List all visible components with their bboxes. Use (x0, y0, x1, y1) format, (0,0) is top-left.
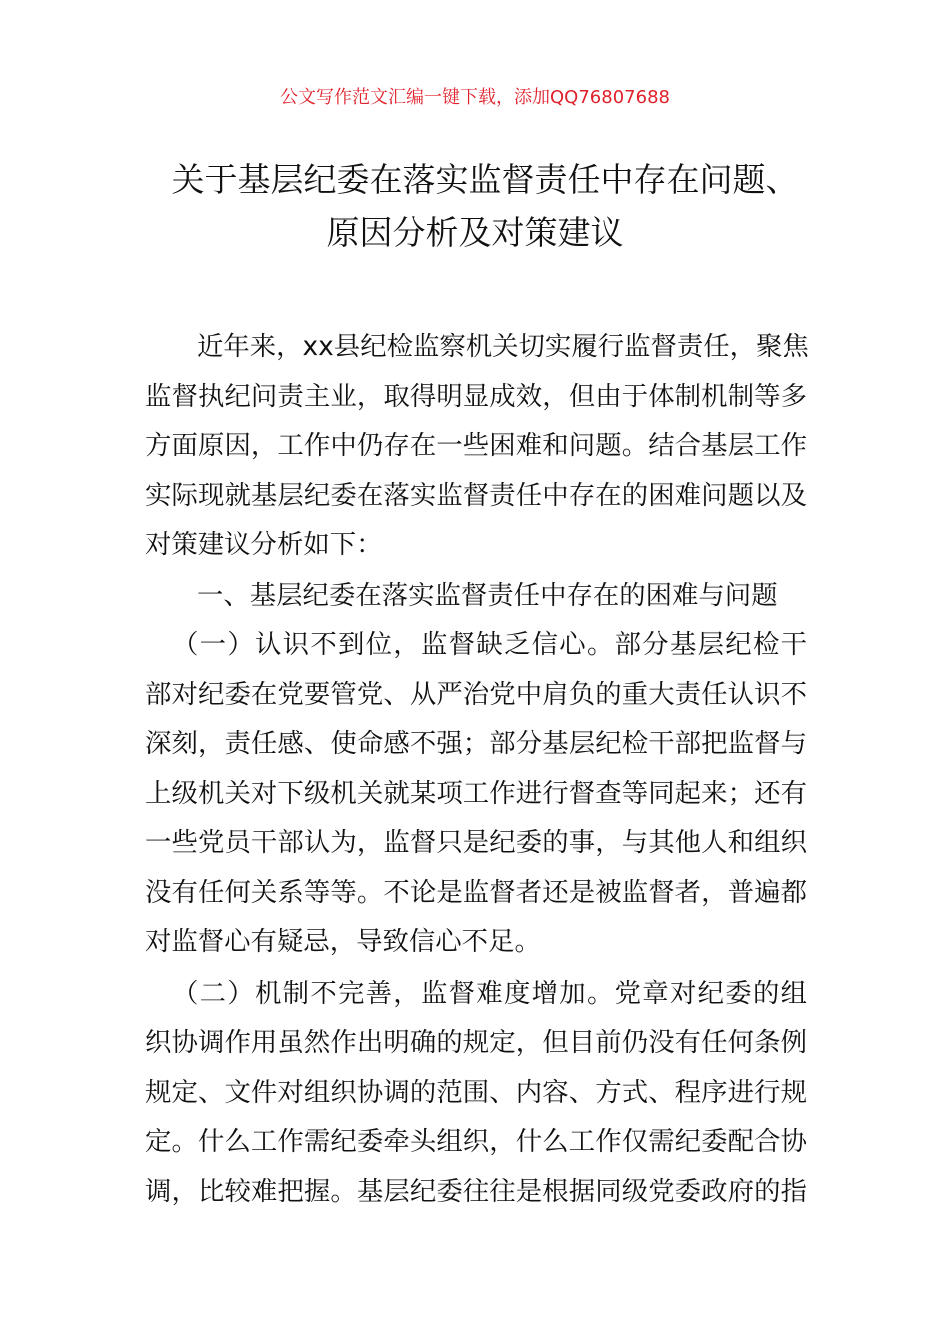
paragraph-line: 定。什么工作需纪委牵头组织，什么工作仅需纪委配合协 (145, 1126, 807, 1157)
paragraph-line: 规定、文件对组织协调的范围、内容、方式、程序进行规 (145, 1077, 807, 1108)
paragraph-line: （二）机制不完善，监督难度增加。党章对纪委的组 (172, 978, 807, 1009)
paragraph-line: 对监督心有疑忌，导致信心不足。 (145, 926, 541, 957)
paragraph-line: 部对纪委在党要管党、从严治党中肩负的重大责任认识不 (145, 679, 807, 710)
section-heading: 一、基层纪委在落实监督责任中存在的困难与问题 (197, 580, 778, 611)
paragraph-line: 对策建议分析如下： (145, 529, 383, 560)
paragraph-line: 深刻，责任感、使命感不强；部分基层纪检干部把监督与 (145, 728, 807, 759)
document-title-line-1: 关于基层纪委在落实监督责任中存在问题、 (171, 160, 799, 199)
document-title-line-2: 原因分析及对策建议 (326, 213, 624, 252)
watermark-banner: 公文写作范文汇编一键下载，添加QQ76807688 (280, 87, 670, 108)
paragraph-line: 织协调作用虽然作出明确的规定，但目前仍没有任何条例 (145, 1027, 807, 1058)
paragraph-line: （一）认识不到位，监督缺乏信心。部分基层纪检干 (172, 629, 807, 660)
paragraph-line: 调，比较难把握。基层纪委往往是根据同级党委政府的指 (145, 1176, 807, 1207)
paragraph-line: 监督执纪问责主业，取得明显成效，但由于体制机制等多 (145, 381, 807, 412)
paragraph-line: 上级机关对下级机关就某项工作进行督查等同起来；还有 (145, 778, 807, 809)
paragraph-line: 实际现就基层纪委在落实监督责任中存在的困难问题以及 (145, 480, 807, 511)
paragraph-line: 一些党员干部认为，监督只是纪委的事，与其他人和组织 (145, 827, 807, 858)
paragraph-line: 方面原因，工作中仍存在一些困难和问题。结合基层工作 (145, 430, 807, 461)
paragraph-line: 近年来，xx县纪检监察机关切实履行监督责任，聚焦 (197, 331, 809, 362)
paragraph-line: 没有任何关系等等。不论是监督者还是被监督者，普遍都 (145, 877, 807, 908)
